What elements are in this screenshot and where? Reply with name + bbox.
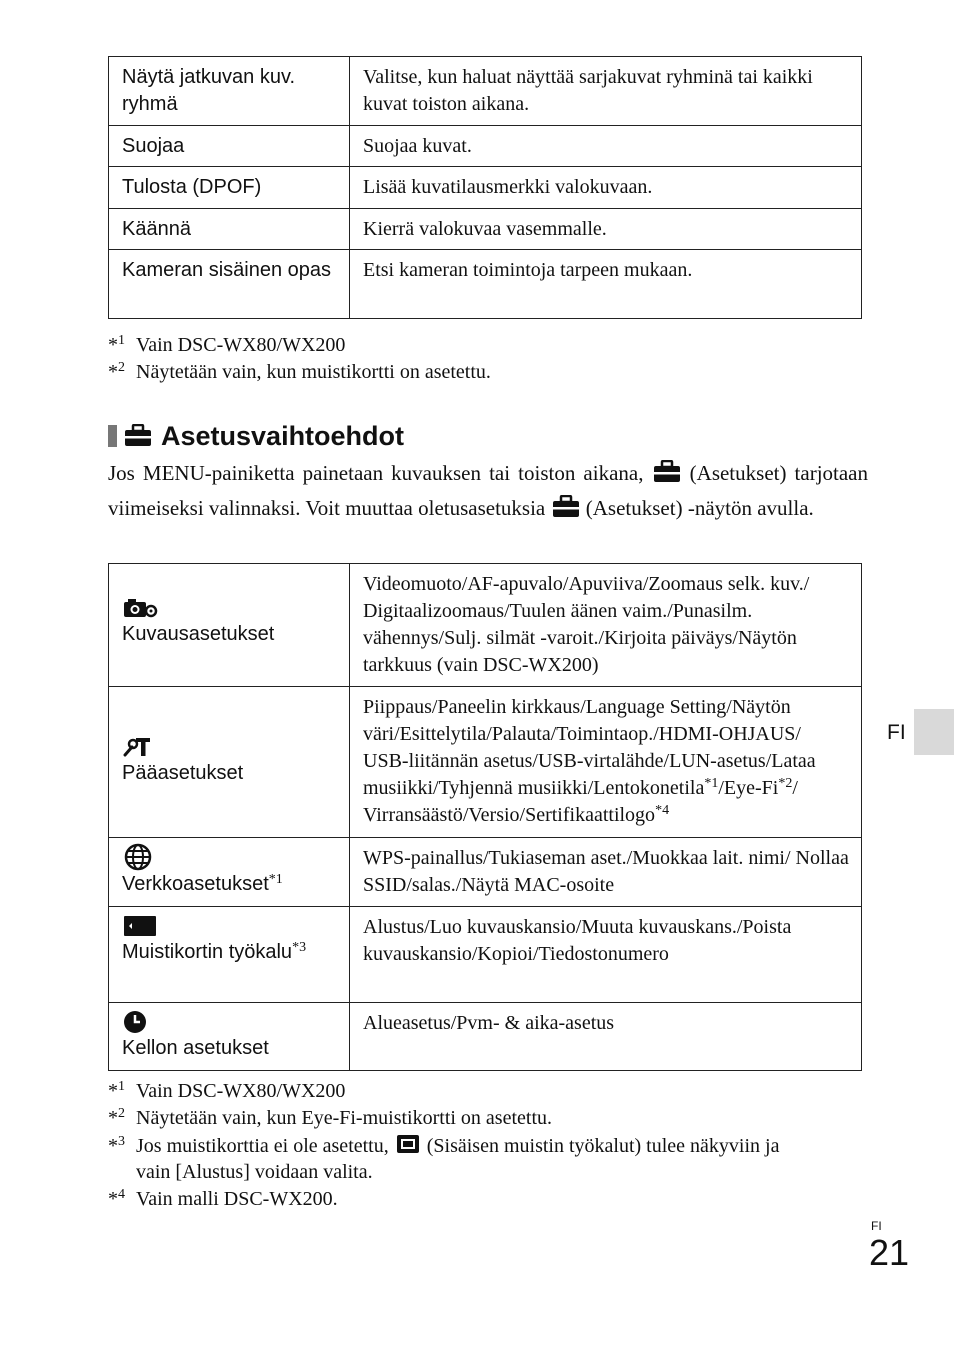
section-paragraph: Jos MENU-painiketta painetaan kuvauksen tai toiston aikana, (Asetukset) tarjotaan viimeiseksi valinnaksi. Voit muuttaa oletusasetuksia (Asetukset) -näytön avulla. xyxy=(108,458,868,528)
globe-icon xyxy=(122,843,339,871)
section-title: Asetusvaihtoehdot xyxy=(161,421,405,451)
setting-name: Tulosta (DPOF) xyxy=(109,167,350,209)
table-row xyxy=(109,126,862,167)
language-side-label: FI xyxy=(887,721,906,744)
settings-table xyxy=(108,563,862,1071)
toolbox-icon xyxy=(123,421,153,457)
toolbox-icon xyxy=(551,495,581,528)
clock-icon xyxy=(122,1010,339,1035)
table-row xyxy=(109,250,862,319)
heading-bar xyxy=(108,425,117,447)
footnote: *$^3$ Jos muistikorttia ei ole asetettu, (Sisäisen muistin työkalut) tulee näkyviin ja xyxy=(108,1132,779,1164)
setting-name-cell: Verkkoasetukset$^{*1}$ xyxy=(109,838,350,907)
table-row xyxy=(109,687,862,838)
table-row xyxy=(109,564,862,687)
table-row xyxy=(109,209,862,250)
setting-desc: Videomuoto/AF-apuvalo/Apuviiva/Zoomaus selk. kuv./ Digitaalizoomaus/Tuulen äänen vaim./Punasilm. vähennys/Sulj. silmät -varoit./Kirjoita päiväys/Näytön tarkkuus (vain DSC-WX200) xyxy=(350,564,862,687)
setting-name: Pääasetukset xyxy=(122,762,244,784)
table-row xyxy=(109,167,862,209)
table-row xyxy=(109,1003,862,1071)
setting-name-cell: Muistikortin työkalu$^{*3}$ xyxy=(109,907,350,1003)
table-row xyxy=(109,838,862,907)
page-language: FI xyxy=(871,1219,882,1233)
footnote: *$^4$ Vain malli DSC-WX200. xyxy=(108,1187,338,1210)
wrench-icon xyxy=(122,735,339,760)
table-row xyxy=(109,57,862,126)
toolbox-icon xyxy=(652,460,682,493)
playback-settings-table xyxy=(108,56,862,319)
internal-memory-icon xyxy=(394,1132,422,1164)
footnote: *$^2$ Näytetään vain, kun Eye-Fi-muistikortti on asetettu. xyxy=(108,1106,553,1129)
footnote: *$^1$ Vain DSC-WX80/WX200 xyxy=(108,1079,346,1102)
setting-desc: Suojaa kuvat. xyxy=(350,126,862,167)
setting-name: Suojaa xyxy=(109,126,350,167)
footnote-continued: vain [Alustus] voidaan valita. xyxy=(136,1161,373,1183)
setting-desc: Alustus/Luo kuvauskansio/Muuta kuvauskans./Poista kuvauskansio/Kopioi/Tiedostonumero xyxy=(350,907,862,1003)
language-side-tab xyxy=(914,709,954,755)
setting-desc: Etsi kameran toimintoja tarpeen mukaan. xyxy=(350,250,862,319)
setting-desc: WPS-painallus/Tukiaseman aset./Muokkaa lait. nimi/ Nollaa SSID/salas./Näytä MAC-osoite xyxy=(350,838,862,907)
setting-desc: Valitse, kun haluat näyttää sarjakuvat ryhminä tai kaikki kuvat toiston aikana. xyxy=(350,57,862,126)
setting-desc: Lisää kuvatilausmerkki valokuvaan. xyxy=(350,167,862,209)
setting-desc: Kierrä valokuvaa vasemmalle. xyxy=(350,209,862,250)
setting-name: Muistikortin työkalu xyxy=(122,941,293,963)
section-heading xyxy=(108,418,404,457)
setting-name-cell xyxy=(109,1003,350,1071)
footnote: *$^1$ Vain DSC-WX80/WX200 xyxy=(108,333,346,356)
memory-card-icon xyxy=(122,914,339,939)
setting-name-cell xyxy=(109,687,350,838)
setting-desc: Piippaus/Paneelin kirkkaus/Language Setting/Näytön väri/Esittelytila/Palauta/Toimintaop./HDMI-OHJAUS/ USB-liitännän asetus/USB-virtalähde/LUN-asetus/Lataa musiikki/Tyhjennä musiikki/Lentokonetila$^{*1}$/Eye-Fi$^{*2}$/ Virransäästö/Versio/Sertifikaattilogo$^{*4}$ xyxy=(350,687,862,838)
setting-name-cell xyxy=(109,564,350,687)
setting-name: Kellon asetukset xyxy=(122,1037,269,1059)
setting-name: Kuvausasetukset xyxy=(122,623,275,645)
setting-name: Näytä jatkuvan kuv. ryhmä xyxy=(109,57,350,126)
camera-settings-icon xyxy=(122,596,339,621)
setting-name: Kameran sisäinen opas xyxy=(109,250,350,319)
table-row xyxy=(109,907,862,1003)
setting-name: Verkkoasetukset xyxy=(122,873,269,895)
setting-desc: Alueasetus/Pvm- & aika-asetus xyxy=(350,1003,862,1071)
footnote: *$^2$ Näytetään vain, kun muistikortti on asetettu. xyxy=(108,360,491,383)
setting-name: Käännä xyxy=(109,209,350,250)
page-number: 21 xyxy=(869,1232,910,1273)
